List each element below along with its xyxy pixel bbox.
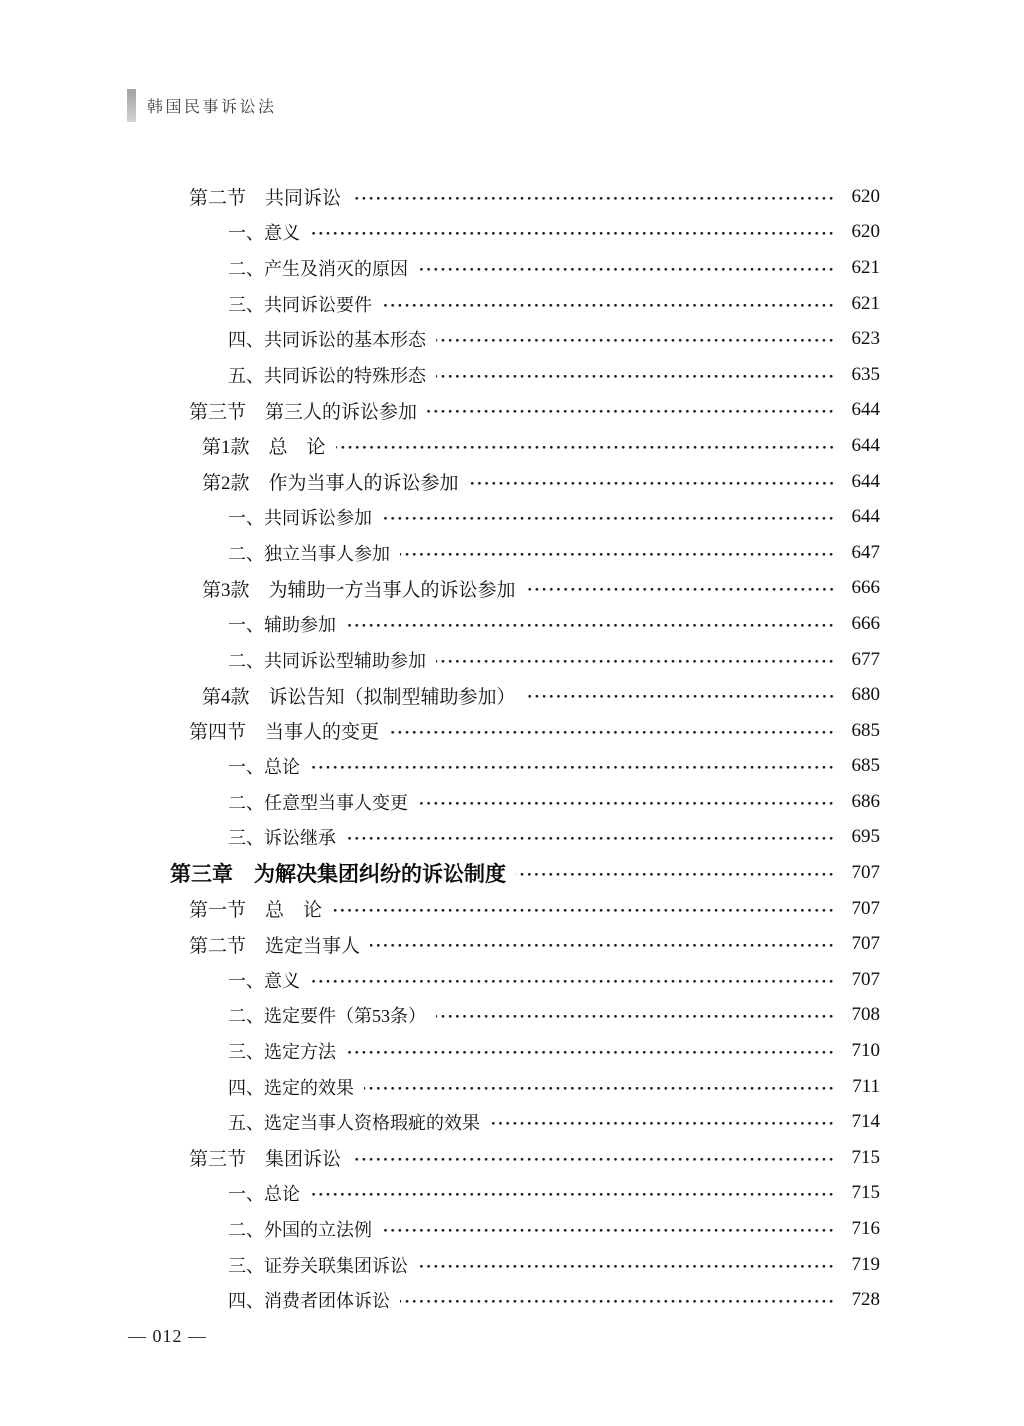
dot-leader [346,837,837,841]
toc-entry-label: 二、选定要件（第53条） [228,1006,426,1027]
folio-page-number: — 012 — [128,1326,207,1346]
toc-entry-page-number: 680 [851,684,880,706]
header-accent-bar [127,89,136,122]
toc-entry [170,713,880,749]
toc-entry-page-number: 707 [851,968,880,990]
toc-entry [170,1104,880,1140]
toc-entry-page-number: 707 [851,933,880,955]
dot-leader [310,766,837,770]
toc-entry-page-number: 708 [851,1004,880,1026]
dot-leader [364,1087,837,1091]
toc-entry-label: 第二节 选定当事人 [189,935,361,957]
toc-entry [170,998,880,1034]
toc-entry [170,215,880,251]
toc-entry [170,393,880,429]
toc-entry-label: 第二节 共同诉讼 [189,188,342,210]
dot-leader [389,731,837,735]
toc-entry-label: 第三节 集团诉讼 [189,1149,342,1171]
toc-entry-label: 四、选定的效果 [228,1077,354,1098]
toc-entry-page-number: 714 [851,1111,880,1133]
toc-entry-page-number: 716 [851,1218,880,1240]
toc-entry-page-number: 621 [851,256,880,278]
dot-leader [310,980,837,984]
toc-entry-label: 一、总论 [228,757,300,778]
book-title: 韩国民事诉讼法 [147,99,277,116]
toc-entry-label: 一、共同诉讼参加 [228,508,372,529]
toc-entry-label: 二、产生及消灭的原因 [228,258,408,279]
toc-entry [170,1282,880,1318]
toc-entry-label: 二、外国的立法例 [228,1220,372,1241]
toc-list [170,179,880,1318]
toc-entry [170,642,880,678]
toc-entry-label: 第三章 为解决集团纠纷的诉讼制度 [170,863,506,887]
toc-entry-label: 四、共同诉讼的基本形态 [228,330,426,351]
toc-entry-page-number: 623 [851,328,880,350]
toc-entry-page-number: 644 [851,399,880,421]
toc-entry-page-number: 666 [851,577,880,599]
dot-leader [370,944,837,948]
toc-entry [170,1247,880,1283]
dot-leader [469,482,837,486]
toc-entry [170,926,880,962]
toc-entry [170,286,880,322]
toc-entry [170,891,880,927]
toc-entry-page-number: 644 [851,434,880,456]
toc-entry-page-number: 635 [851,363,880,385]
toc-entry-page-number: 695 [851,826,880,848]
toc-entry [170,749,880,785]
dot-leader [400,1300,837,1304]
toc-entry-label: 三、证券关联集团诉讼 [228,1255,408,1276]
toc-entry [170,962,880,998]
toc-entry-label: 五、共同诉讼的特殊形态 [228,365,426,386]
toc-entry-page-number: 686 [851,790,880,812]
toc-entry-page-number: 707 [851,862,880,884]
toc-entry-page-number: 621 [851,292,880,314]
toc-entry-page-number: 620 [851,221,880,243]
dot-leader [351,1158,837,1162]
toc-entry-page-number: 644 [851,470,880,492]
toc-entry-label: 第4款 诉讼告知（拟制型辅助参加） [202,686,516,708]
toc-entry [170,1069,880,1105]
toc-entry [170,499,880,535]
toc-entry-label: 四、消费者团体诉讼 [228,1291,390,1312]
dot-leader [400,553,837,557]
dot-leader [418,802,837,806]
dot-leader [346,1051,837,1055]
toc-entry [170,677,880,713]
toc-entry-page-number: 620 [851,185,880,207]
toc-entry-page-number: 644 [851,506,880,528]
toc-entry [170,357,880,393]
toc-entry-page-number: 707 [851,897,880,919]
dot-leader [427,410,837,414]
toc-entry-page-number: 710 [851,1040,880,1062]
toc-entry [170,179,880,215]
toc-entry-label: 二、独立当事人参加 [228,543,390,564]
toc-entry [170,250,880,286]
toc-entry-label: 第三节 第三人的诉讼参加 [189,401,418,423]
dot-leader [310,232,837,236]
dot-leader [516,873,837,877]
dot-leader [346,624,837,628]
toc-entry [170,855,880,891]
toc-entry-label: 三、共同诉讼要件 [228,294,372,315]
dot-leader [526,588,837,592]
toc-entry-label: 第一节 总 论 [189,900,323,922]
toc-entry-label: 五、选定当事人资格瑕疵的效果 [228,1113,480,1134]
dot-leader [418,1265,837,1269]
toc-entry [170,428,880,464]
dot-leader [418,268,837,272]
toc-entry [170,1176,880,1212]
toc-entry [170,820,880,856]
toc-entry-page-number: 715 [851,1146,880,1168]
toc-entry-page-number: 685 [851,719,880,741]
toc-entry-page-number: 728 [851,1289,880,1311]
dot-leader [436,1015,837,1019]
toc-entry-label: 二、任意型当事人变更 [228,792,408,813]
toc-entry [170,464,880,500]
toc-entry [170,1033,880,1069]
toc-entry-page-number: 666 [851,612,880,634]
toc-entry-page-number: 711 [852,1075,880,1097]
toc-entry-page-number: 677 [851,648,880,670]
toc-entry-label: 第3款 为辅助一方当事人的诉讼参加 [202,579,516,601]
page-footer [128,1326,207,1347]
toc-entry-label: 一、意义 [228,970,300,991]
dot-leader [436,339,837,343]
dot-leader [382,304,837,308]
dot-leader [351,197,837,201]
dot-leader [382,1229,837,1233]
toc-entry-label: 三、选定方法 [228,1042,336,1063]
toc-entry [170,606,880,642]
toc-entry-page-number: 715 [851,1182,880,1204]
toc-entry-label: 一、总论 [228,1184,300,1205]
toc-entry-label: 三、诉讼继承 [228,828,336,849]
toc-entry [170,535,880,571]
dot-leader [336,446,837,450]
toc-entry-label: 第1款 总 论 [202,437,326,459]
toc-entry [170,1140,880,1176]
toc-entry [170,321,880,357]
toc-entry-label: 第四节 当事人的变更 [189,722,380,744]
toc-entry-label: 一、辅助参加 [228,614,336,635]
dot-leader [490,1122,837,1126]
toc-entry [170,571,880,607]
toc-entry-label: 一、意义 [228,223,300,244]
toc-entry [170,784,880,820]
dot-leader [310,1193,837,1197]
toc-entry-label: 二、共同诉讼型辅助参加 [228,650,426,671]
dot-leader [332,909,837,913]
toc-entry-label: 第2款 作为当事人的诉讼参加 [202,473,459,495]
dot-leader [436,660,837,664]
dot-leader [436,375,837,379]
toc-entry [170,1211,880,1247]
toc-entry-page-number: 647 [851,541,880,563]
toc-entry-page-number: 685 [851,755,880,777]
dot-leader [526,695,837,699]
toc-entry-page-number: 719 [851,1253,880,1275]
dot-leader [382,517,837,521]
